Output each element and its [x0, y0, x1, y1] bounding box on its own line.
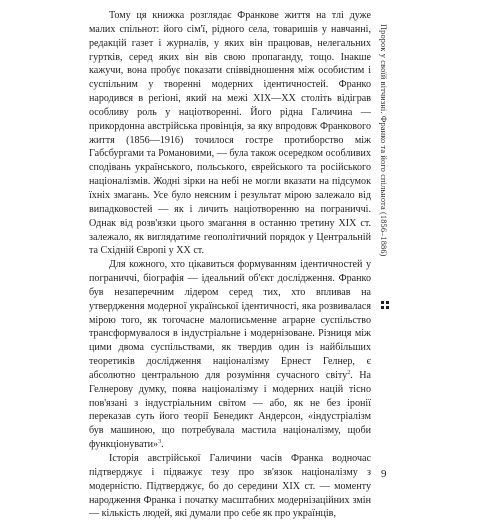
- paragraph: Історія австрійської Галичини часів Франка водночас підтверджує і підважує тезу про зв'язок націоналізму з модерністю. Підтверджує, бо до середини XIX ст. — моменту народження Франка і початку масштабних модернізаційних змін — кількість людей, які думали про себе як про українців,: [89, 453, 371, 520]
- paragraph: Для кожного, хто цікавиться формуванням ідентичностей у пограниччі, біографія — ідеальний об'єкт дослідження. Франко був незаперечним лідером серед тих, хто впливав на утвердження модерної української ідентичності, яка розвивалася мірою того, як тогочасне малописьменне аграрне суспільство трансформувалося в індустріальне і модернізоване. Різниця між цими двома суспільствами, як твердив один із найбільших теоретиків дослідження націоналізму Ернест Гелнер, є абсолютно центральною для розуміння сучасного світу$^2$. На Гелнерову думку, поява націоналізму і модерних націй тісно пов'язані з індустріальним світом — або, як не без іронії переказав суть його теорії Бенедикт Андерсон, «індустріалізм був машиною, що потребувала мастила націоналізму, щоби функціонувати»$^3$.: [89, 259, 371, 451]
- body-text: [89, 9, 371, 521]
- paragraph: Тому ця книжка розглядає Франкове життя на тлі дуже малих спільнот: його сім'ї, рідного села, товаришів у навчанні, редакцій газет і журналів, у яких він працював, нелегальних гуртків, серед яких він вів свою пропаганду, тощо. Інакше кажучи, вона пробує показати співвідношення між особистим і суспільним у творенні модерних ідентичностей. Франко народився в регіоні, який на межі XIX—XX століть відіграв особливу роль у націотворенні. Його рідна Галичина — прикордонна австрійська провінція, за яку впродовж Франкового життя (1856—1916) точилося гостре протиборство між Габсбургами та Романовими, — була також осередком особливих сподівань українського, польського, єврейського та російського націоналізмів. Жодні зірки на небі не могли вказати на підсумок їхніх змагань. Усе було неясним і результат мірою залежало від випадковостей — як і личить націотворенню на пограниччі. Однак від розв'язки цього змагання в останню третину XIX ст. залежало, як виглядатиме геополітичний порядок у Центральній та Східній Європі у XX ст.: [89, 10, 371, 257]
- footnote-marker[interactable]: 3: [158, 439, 162, 446]
- page-number: 9: [381, 468, 387, 480]
- footnote-marker[interactable]: 2: [347, 369, 351, 376]
- section-marker-icon: [381, 301, 389, 309]
- running-head: Пророк у своїй вітчизні. Франко та його спільнота (1856–1886): [379, 24, 388, 257]
